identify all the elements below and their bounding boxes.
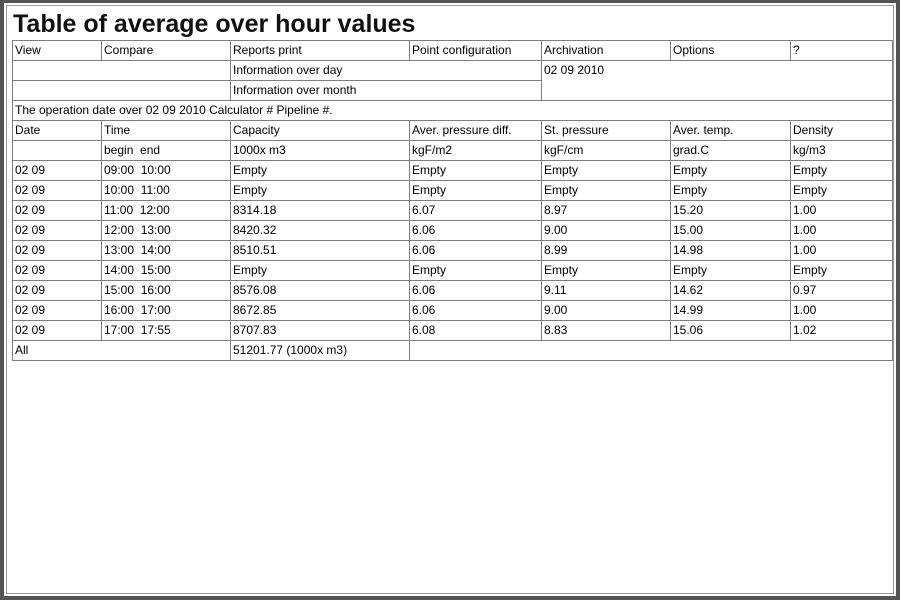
menu-archivation[interactable]: Archivation [542, 41, 671, 61]
cell-pressure-diff: 6.07 [410, 201, 542, 221]
column-header-temp: Aver. temp. [671, 121, 791, 141]
cell-density: 1.00 [791, 301, 893, 321]
cell-temp: 15.20 [671, 201, 791, 221]
cell-capacity: 8510.51 [231, 241, 410, 261]
cell-temp: Empty [671, 181, 791, 201]
total-row [13, 341, 893, 361]
cell-st-pressure: 8.83 [542, 321, 671, 341]
unit-capacity: 1000x m3 [231, 141, 410, 161]
menu-row [13, 41, 893, 61]
unit-st-pressure: kgF/cm [542, 141, 671, 161]
report-date: 02 09 2010 [542, 61, 893, 101]
total-capacity: 51201.77 (1000x m3) [231, 341, 410, 361]
column-header-capacity: Capacity [231, 121, 410, 141]
cell-date: 02 09 [13, 261, 102, 281]
cell-density: 1.02 [791, 321, 893, 341]
cell-density: Empty [791, 161, 893, 181]
cell-density: 1.00 [791, 221, 893, 241]
column-header-density: Density [791, 121, 893, 141]
menu-point-configuration[interactable]: Point configuration [410, 41, 542, 61]
cell-st-pressure: 9.00 [542, 301, 671, 321]
cell-capacity: 8707.83 [231, 321, 410, 341]
cell-date: 02 09 [13, 181, 102, 201]
table-row [13, 221, 893, 241]
cell-temp: 15.06 [671, 321, 791, 341]
cell-date: 02 09 [13, 201, 102, 221]
cell-density: Empty [791, 181, 893, 201]
table-row [13, 281, 893, 301]
unit-time: begin end [102, 141, 231, 161]
table-row [13, 181, 893, 201]
cell-time: 12:00 13:00 [102, 221, 231, 241]
column-header-row [13, 121, 893, 141]
cell-st-pressure: 9.00 [542, 221, 671, 241]
link-information-over-month[interactable]: Information over month [231, 81, 542, 101]
cell-capacity: 8420.32 [231, 221, 410, 241]
column-header-time: Time [102, 121, 231, 141]
blank-cell [410, 341, 893, 361]
cell-pressure-diff: Empty [410, 161, 542, 181]
cell-capacity: 8314.18 [231, 201, 410, 221]
cell-capacity: 8672.85 [231, 301, 410, 321]
cell-time: 10:00 11:00 [102, 181, 231, 201]
cell-time: 11:00 12:00 [102, 201, 231, 221]
cell-st-pressure: 9.11 [542, 281, 671, 301]
table-row [13, 201, 893, 221]
page-title: Table of average over hour values [13, 10, 416, 38]
table-row [13, 301, 893, 321]
cell-time: 16:00 17:00 [102, 301, 231, 321]
table-row [13, 321, 893, 341]
menu-view[interactable]: View [13, 41, 102, 61]
cell-capacity: Empty [231, 161, 410, 181]
operation-note: The operation date over 02 09 2010 Calculator # Pipeline #. [13, 101, 893, 121]
cell-date: 02 09 [13, 301, 102, 321]
table-row [13, 261, 893, 281]
cell-date: 02 09 [13, 221, 102, 241]
cell-st-pressure: Empty [542, 161, 671, 181]
cell-pressure-diff: 6.06 [410, 301, 542, 321]
cell-temp: Empty [671, 161, 791, 181]
cell-pressure-diff: 6.08 [410, 321, 542, 341]
cell-density: Empty [791, 261, 893, 281]
cell-pressure-diff: Empty [410, 181, 542, 201]
unit-density: kg/m3 [791, 141, 893, 161]
cell-date: 02 09 [13, 161, 102, 181]
unit-date [13, 141, 102, 161]
menu-help[interactable]: ? [791, 41, 893, 61]
cell-date: 02 09 [13, 321, 102, 341]
blank-cell [13, 81, 231, 101]
report-table-body [13, 41, 893, 361]
cell-density: 1.00 [791, 201, 893, 221]
column-header-st-pressure: St. pressure [542, 121, 671, 141]
cell-st-pressure: 8.97 [542, 201, 671, 221]
cell-capacity: Empty [231, 261, 410, 281]
cell-temp: Empty [671, 261, 791, 281]
menu-reports-print[interactable]: Reports print [231, 41, 410, 61]
cell-temp: 14.62 [671, 281, 791, 301]
cell-temp: 14.98 [671, 241, 791, 261]
cell-time: 15:00 16:00 [102, 281, 231, 301]
total-label: All [13, 341, 231, 361]
unit-temp: grad.C [671, 141, 791, 161]
cell-date: 02 09 [13, 281, 102, 301]
link-information-over-day[interactable]: Information over day [231, 61, 542, 81]
cell-st-pressure: 8.99 [542, 241, 671, 261]
report-table [12, 40, 893, 361]
menu-options[interactable]: Options [671, 41, 791, 61]
cell-time: 13:00 14:00 [102, 241, 231, 261]
cell-time: 09:00 10:00 [102, 161, 231, 181]
menu-compare[interactable]: Compare [102, 41, 231, 61]
operation-note-row [13, 101, 893, 121]
cell-temp: 14.99 [671, 301, 791, 321]
cell-st-pressure: Empty [542, 181, 671, 201]
cell-temp: 15.00 [671, 221, 791, 241]
cell-pressure-diff: 6.06 [410, 281, 542, 301]
cell-date: 02 09 [13, 241, 102, 261]
cell-pressure-diff: 6.06 [410, 241, 542, 261]
cell-time: 17:00 17:55 [102, 321, 231, 341]
unit-row [13, 141, 893, 161]
cell-capacity: Empty [231, 181, 410, 201]
table-row [13, 161, 893, 181]
cell-density: 0.97 [791, 281, 893, 301]
cell-pressure-diff: 6.06 [410, 221, 542, 241]
unit-pressure-diff: kgF/m2 [410, 141, 542, 161]
column-header-date: Date [13, 121, 102, 141]
report-page [6, 5, 894, 594]
cell-time: 14:00 15:00 [102, 261, 231, 281]
cell-capacity: 8576.08 [231, 281, 410, 301]
blank-cell [13, 61, 231, 81]
cell-density: 1.00 [791, 241, 893, 261]
cell-pressure-diff: Empty [410, 261, 542, 281]
table-row [13, 241, 893, 261]
cell-st-pressure: Empty [542, 261, 671, 281]
report-select-row [13, 61, 893, 81]
column-header-pressure-diff: Aver. pressure diff. [410, 121, 542, 141]
